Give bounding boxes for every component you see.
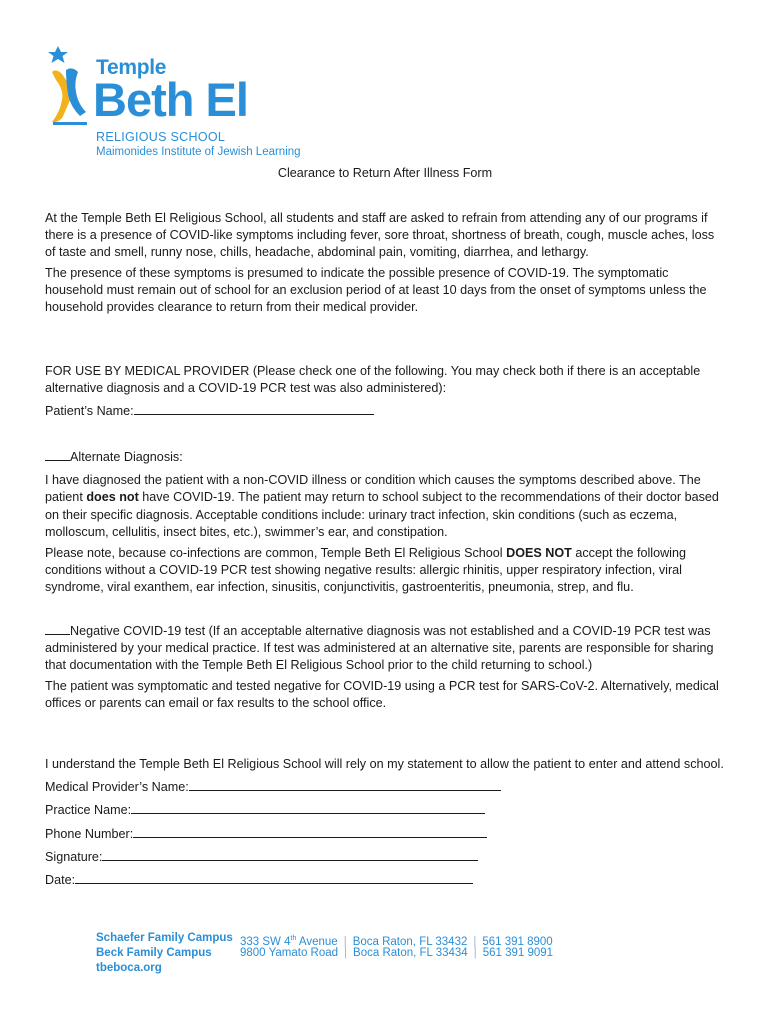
negative-p1-text: Negative COVID-19 test (If an acceptable alternative diagnosis was not established and a COVID-19 PCR test was administered by your medical practice. If test was administered at an alternative site, parents are responsible for sharing that documentation with the Temple Beth El Religious School prior to the child returning to school.) bbox=[45, 624, 714, 673]
intro-section bbox=[45, 210, 725, 316]
patient-name-row bbox=[45, 401, 725, 420]
attestation-statement: I understand the Temple Beth El Religious School will rely on my statement to allow the patient to enter and attend school. bbox=[45, 757, 724, 771]
negative-test-checkbox[interactable] bbox=[45, 621, 70, 635]
logo-beth-el-text: Beth El bbox=[93, 73, 248, 126]
negative-paragraph-2: The patient was symptomatic and tested negative for COVID-19 using a PCR test for SARS-CoV-2. Alternatively, medical offices or parents can email or fax results to the school office. bbox=[45, 678, 719, 710]
provider-name-label: Medical Provider’s Name: bbox=[45, 780, 189, 795]
logo-institute: Maimonides Institute of Jewish Learning bbox=[96, 146, 301, 158]
provider-name-row bbox=[45, 777, 725, 796]
footer-website[interactable]: tbeboca.org bbox=[96, 962, 162, 974]
phone-label: Phone Number: bbox=[45, 826, 134, 841]
footer-separator: | bbox=[473, 935, 477, 948]
footer-address-1-sup: th bbox=[290, 935, 297, 942]
intro-paragraph-1: At the Temple Beth El Religious School, all students and staff are asked to refrain from attending any of our programs if there is a presence of COVID-like symptoms including fever, sore throat, shortness of breath, cough, muscle aches, loss of taste and smell, runny nose, chills, headache, abdominal pain, vomiting, diarrhea, and lethargy. bbox=[45, 211, 715, 260]
alternate-p2-bold: DOES NOT bbox=[506, 546, 572, 561]
alternate-p1-text-b: have COVID-19. The patient may return to school subject to the recommendations of their doctor based on their specific diagnosis. Acceptable conditions include: urinary tract infection, skin conditions (such as eczema, molloscum, cellulitis, insect bites, etc.), swimmer’s ear, and constipation. bbox=[45, 490, 719, 539]
date-label: Date: bbox=[45, 873, 76, 888]
alternate-p2-text-b: accept the following conditions without a COVID-19 PCR test showing negative results: allergic rhinitis, upper respiratory infection, viral syndrome, viral exanthem, ear infection, sinusitis, conjunctivitis, gastroenteritis, pneumonia, strep, and flu. bbox=[45, 546, 686, 595]
alternate-paragraph-1 bbox=[45, 472, 725, 541]
alternate-p2-text-a: Please note, because co-infections are common, Temple Beth El Religious School bbox=[45, 546, 507, 561]
alternate-p1-bold: does not bbox=[86, 490, 139, 505]
phone-field[interactable] bbox=[133, 824, 487, 838]
footer-phone-1: 561 391 8900 bbox=[482, 935, 553, 948]
footer-separator: | bbox=[344, 947, 348, 959]
footer-address-1b: Avenue bbox=[296, 935, 338, 948]
signature-field[interactable] bbox=[102, 847, 478, 861]
provider-section bbox=[45, 363, 725, 421]
negative-paragraph-1 bbox=[45, 621, 725, 675]
date-row bbox=[45, 870, 725, 889]
provider-instructions: FOR USE BY MEDICAL PROVIDER (Please check one of the following. You may check both if there is an acceptable alternative diagnosis and a COVID-19 PCR test was also administered): bbox=[45, 364, 701, 396]
practice-name-label: Practice Name: bbox=[45, 803, 132, 818]
footer-separator: | bbox=[343, 935, 347, 948]
footer-separator: | bbox=[473, 947, 477, 959]
practice-name-row bbox=[45, 800, 725, 819]
footer-campus-1: Schaefer Family Campus bbox=[96, 932, 233, 944]
patient-name-field[interactable] bbox=[134, 401, 374, 415]
attestation-section bbox=[45, 756, 725, 889]
footer-city-1: Boca Raton, FL 33432 bbox=[352, 935, 468, 948]
footer-phone-2: 561 391 9091 bbox=[482, 947, 554, 959]
alternate-check-row bbox=[45, 447, 725, 466]
footer-address-2: 9800 Yamato Road bbox=[240, 947, 339, 959]
footer-city-2: Boca Raton, FL 33434 bbox=[353, 947, 468, 959]
alternate-paragraph-2 bbox=[45, 545, 725, 597]
phone-row bbox=[45, 824, 725, 843]
negative-test-section bbox=[45, 621, 725, 712]
alternate-diagnosis-section bbox=[45, 447, 725, 597]
temple-beth-el-logo bbox=[44, 42, 344, 164]
signature-row bbox=[45, 847, 725, 866]
intro-paragraph-2: The presence of these symptoms is presumed to indicate the possible presence of COVID-19. The symptomatic household must remain out of school for an exclusion period of at least 10 days from the onset of symptoms unless the household provides clearance to return from their medical provider. bbox=[45, 265, 707, 315]
patient-name-label: Patient’s Name: bbox=[45, 404, 134, 419]
logo-religious-school: RELIGIOUS SCHOOL bbox=[96, 130, 226, 144]
date-field[interactable] bbox=[75, 870, 473, 884]
footer-campus-2: Beck Family Campus bbox=[96, 947, 212, 959]
alternate-p1-text-a: I have diagnosed the patient with a non-COVID illness or condition which causes the symptoms described above. The patient bbox=[45, 473, 701, 505]
footer-address-row-2 bbox=[240, 946, 553, 961]
alternate-diagnosis-checkbox[interactable] bbox=[45, 447, 70, 461]
practice-name-field[interactable] bbox=[131, 800, 485, 814]
form-title: Clearance to Return After Illness Form bbox=[277, 166, 493, 180]
footer-address-1a: 333 SW 4 bbox=[240, 935, 291, 948]
provider-name-field[interactable] bbox=[189, 777, 501, 791]
logo-temple-text: Temple bbox=[96, 56, 167, 79]
alternate-diagnosis-label: Alternate Diagnosis: bbox=[70, 450, 183, 464]
signature-label: Signature: bbox=[45, 849, 103, 864]
